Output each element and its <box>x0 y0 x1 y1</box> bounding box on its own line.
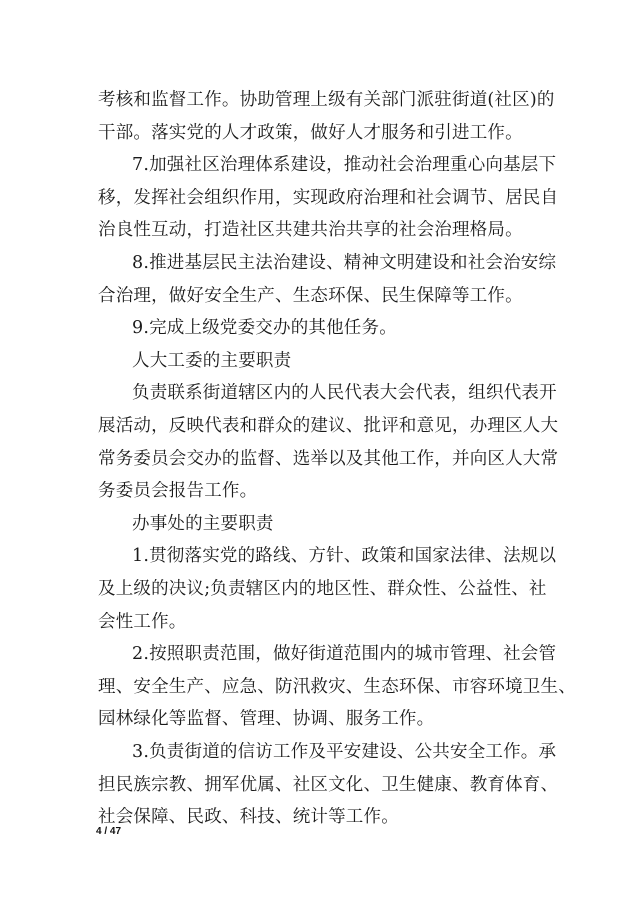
text-line: 1.贯彻落实党的路线、方针、政策和国家法律、法规以 <box>132 546 557 567</box>
text-line: 及上级的决议;负责辖区内的地区性、群众性、公益性、社 <box>98 579 547 599</box>
text-line: 9.完成上级党委交办的其他任务。 <box>132 318 397 339</box>
text-line: 2.按照职责范围，做好街道范围内的城市管理、社会管 <box>132 644 557 665</box>
text-line: 3.负责街道的信访工作及平安建设、公共安全工作。承 <box>132 742 557 762</box>
text-line: 展活动，反映代表和群众的建议、批评和意见，办理区人大 <box>98 416 559 436</box>
text-line: 考核和监督工作。协助管理上级有关部门派驻街道(社区)的 <box>98 90 555 110</box>
text-line: 园林绿化等监督、管理、协调、服务工作。 <box>98 709 435 730</box>
text-line: 社会保障、民政、科技、统计等工作。 <box>98 807 399 828</box>
text-line: 合治理，做好安全生产、生态环保、民生保障等工作。 <box>98 285 523 306</box>
section-heading: 办事处的主要职责 <box>132 513 274 534</box>
text-line: 干部。落实党的人才政策，做好人才服务和引进工作。 <box>98 122 523 143</box>
section-heading: 人大工委的主要职责 <box>132 350 292 371</box>
text-line: 务委员会报告工作。 <box>98 481 258 502</box>
text-line: 常务委员会交办的监督、选举以及其他工作，并向区人大常 <box>98 448 559 469</box>
text-line: 担民族宗教、拥军优属、社区文化、卫生健康、教育体育、 <box>98 774 559 795</box>
text-line: 移，发挥社会组织作用，实现政府治理和社会调节、居民自 <box>98 187 559 208</box>
text-line: 理、安全生产、应急、防汛救灾、生态环保、市容环境卫生、 <box>98 676 576 697</box>
text-line: 治良性互动，打造社区共建共治共享的社会治理格局。 <box>98 220 523 241</box>
text-line: 负责联系街道辖区内的人民代表大会代表，组织代表开 <box>132 383 557 404</box>
text-line: 8.推进基层民主法治建设、精神文明建设和社会治安综 <box>132 253 557 273</box>
text-line: 7.加强社区治理体系建设，推动社会治理重心向基层下 <box>132 155 557 176</box>
page-number: 4 / 47 <box>96 826 122 837</box>
text-line: 会性工作。 <box>98 611 187 632</box>
